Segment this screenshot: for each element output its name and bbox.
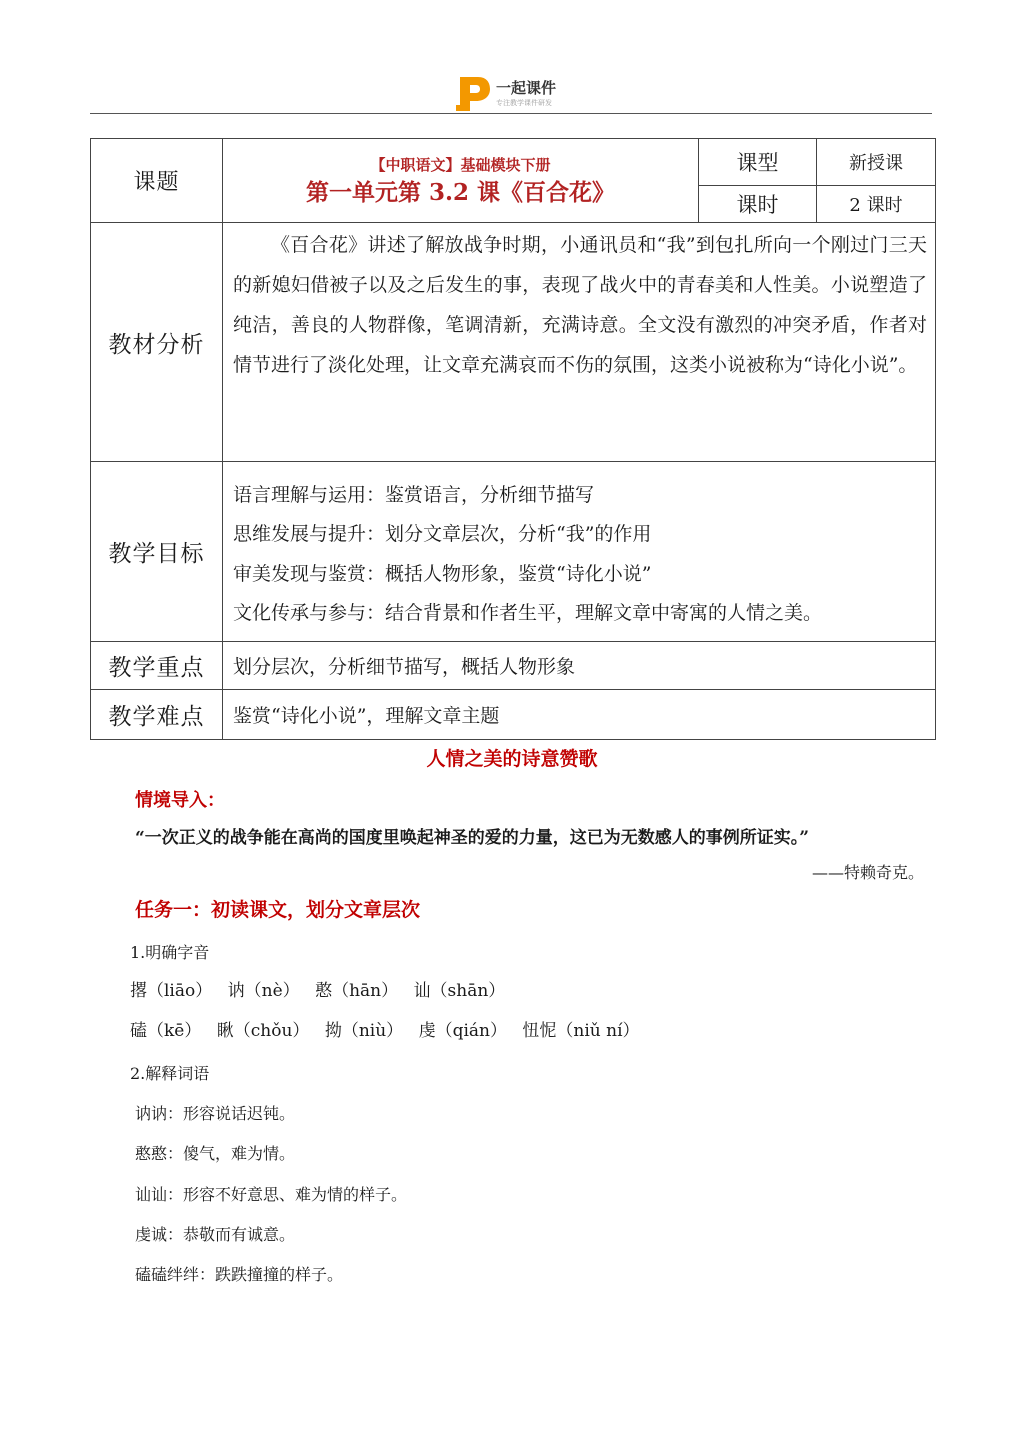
key-points-text: 划分层次，分析细节描写，概括人物形象	[223, 642, 936, 690]
intro-heading: 情境导入：	[135, 790, 225, 811]
pinyin-row-2	[130, 1016, 650, 1041]
analysis-text: 《百合花》讲述了解放战争时期，小通讯员和“我”到包扎所向一个刚过门三天的新媳妇借被子以及之后发生的事，表现了战火中的青春美和人性美。小说塑造了纯洁，善良的人物群像，笔调清新，充满诗意。全文没有激烈的冲突矛盾，作者对情节进行了淡化处理，让文章充满哀而不伤的氛围，这类小说被称为“诗化小说”。	[233, 234, 927, 376]
goals-cell	[223, 462, 936, 642]
goal-item: 思维发展与提升：划分文章层次，分析“我”的作用	[233, 523, 652, 545]
lesson-title-series: 【中职语文】基础模块下册	[370, 155, 551, 174]
pinyin-item: 憨（hān）	[315, 981, 399, 1001]
brand-slogan: 专注教学课件研发	[496, 99, 552, 107]
definition-item: 虔诚：恭敬而有诚意。	[135, 1225, 296, 1244]
goals-label: 教学目标	[91, 462, 223, 642]
lesson-theme: 人情之美的诗意赞歌	[426, 748, 598, 770]
definition-item: 讷讷：形容说话迟钝。	[135, 1104, 296, 1123]
header-divider	[90, 113, 932, 114]
task1-heading: 任务一：初读课文，划分文章层次	[135, 899, 421, 921]
lesson-title	[223, 139, 699, 223]
definition-item: 憨憨：傻气，难为情。	[135, 1144, 296, 1163]
vocab-heading: 2.解释词语	[130, 1064, 210, 1083]
brand-name: 一起课件	[496, 79, 557, 97]
key-points-label: 教学重点	[91, 642, 223, 690]
quote-attribution: ——特赖奇克。	[811, 863, 924, 882]
lesson-type-value: 新授课	[817, 139, 936, 186]
intro-quote: “一次正义的战争能在高尚的国度里唤起神圣的爱的力量，这已为无数感人的事例所证实。”	[135, 828, 810, 848]
pinyin-item: 拗（niù）	[324, 1021, 404, 1041]
pinyin-item: 讷（nè）	[227, 981, 300, 1001]
lesson-hours-label: 课时	[699, 186, 817, 223]
difficulties-label: 教学难点	[91, 690, 223, 740]
pinyin-item: 忸怩（niǔ ní）	[522, 1021, 640, 1041]
topic-label: 课题	[91, 139, 223, 223]
lesson-title-main: 第一单元第 3.2 课《百合花》	[305, 178, 616, 206]
pinyin-item: 虔（qián）	[418, 1021, 507, 1041]
pronunciation-heading: 1.明确字音	[130, 943, 210, 962]
logo-p-icon	[456, 73, 492, 113]
definition-item: 讪讪：形容不好意思、难为情的样子。	[135, 1185, 408, 1204]
analysis-label: 教材分析	[91, 223, 223, 462]
analysis-cell	[223, 223, 936, 462]
difficulties-text: 鉴赏“诗化小说”，理解文章主题	[223, 690, 936, 740]
pinyin-item: 磕（kē）	[130, 1021, 202, 1041]
lesson-type-label: 课型	[699, 139, 817, 186]
pinyin-item: 撂（liāo）	[130, 981, 213, 1001]
pinyin-item: 讪（shān）	[413, 981, 506, 1001]
lesson-hours-value: 2 课时	[817, 186, 936, 223]
goal-item: 语言理解与运用：鉴赏语言，分析细节描写	[233, 483, 595, 506]
lesson-info-table	[90, 138, 936, 740]
brand-logo	[456, 73, 576, 113]
pinyin-item: 瞅（chǒu）	[216, 1021, 310, 1041]
pinyin-row-1	[130, 976, 515, 1001]
goal-item: 文化传承与参与：结合背景和作者生平，理解文章中寄寓的人情之美。	[233, 602, 823, 624]
goal-item: 审美发现与鉴赏：概括人物形象，鉴赏“诗化小说”	[233, 562, 652, 585]
definition-item: 磕磕绊绊：跌跌撞撞的样子。	[135, 1265, 344, 1284]
